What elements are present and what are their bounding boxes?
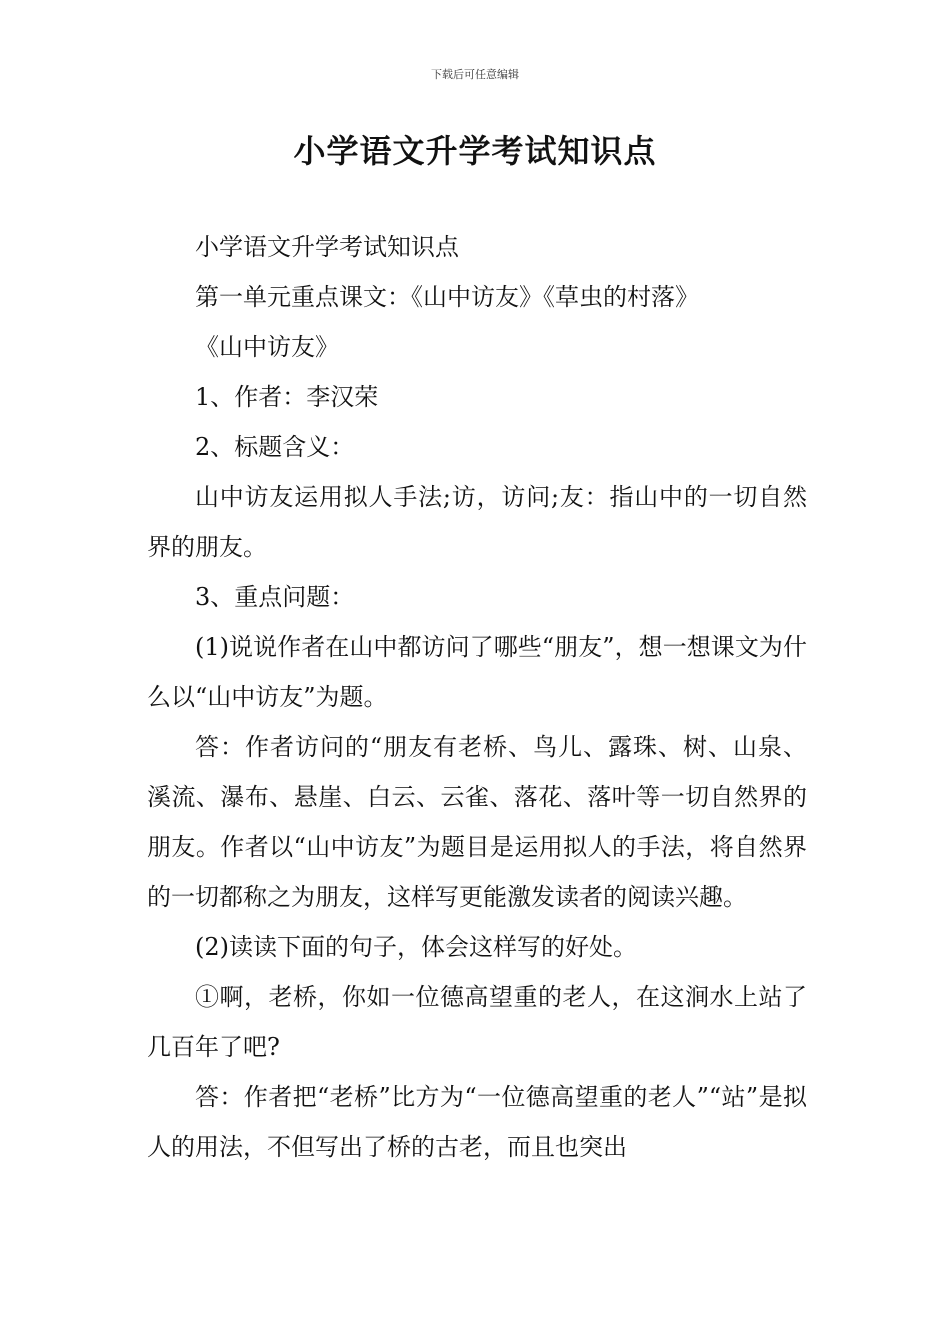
paragraph: 《山中访友》 — [195, 333, 339, 361]
paragraph: 答：作者访问的“朋友有老桥、鸟儿、露珠、树、山泉、溪流、瀑布、悬崖、白云、云雀、落花、落叶等一切自然界的朋友。作者以“山中访友”为题目是运用拟人的手法，将自然界的一切都称之为朋友，这样写更能激发读者的阅读兴趣。 — [147, 733, 807, 911]
document-body — [147, 222, 807, 1172]
paragraph: 第一单元重点课文：《山中访友》《草虫的村落》 — [195, 283, 699, 311]
paragraph: (2)读读下面的句子，体会这样写的好处。 — [195, 933, 637, 961]
paragraph: 山中访友运用拟人手法;访，访问;友：指山中的一切自然界的朋友。 — [147, 483, 807, 561]
paragraph: 答：作者把“老桥”比方为“一位德高望重的老人”“站”是拟人的用法，不但写出了桥的古老，而且也突出 — [147, 1083, 807, 1161]
paragraph: 小学语文升学考试知识点 — [195, 233, 459, 261]
paragraph: (1)说说作者在山中都访问了哪些“朋友”，想一想课文为什么以“山中访友”为题。 — [147, 633, 807, 711]
header-note: 下载后可任意编辑 — [431, 68, 519, 81]
paragraph: 3、重点问题： — [195, 583, 355, 611]
paragraph: 1、作者：李汉荣 — [195, 383, 379, 411]
paragraph: ①啊，老桥，你如一位德高望重的老人，在这涧水上站了几百年了吧? — [147, 983, 807, 1061]
document-title: 小学语文升学考试知识点 — [293, 132, 657, 170]
paragraph: 2、标题含义： — [195, 433, 355, 461]
